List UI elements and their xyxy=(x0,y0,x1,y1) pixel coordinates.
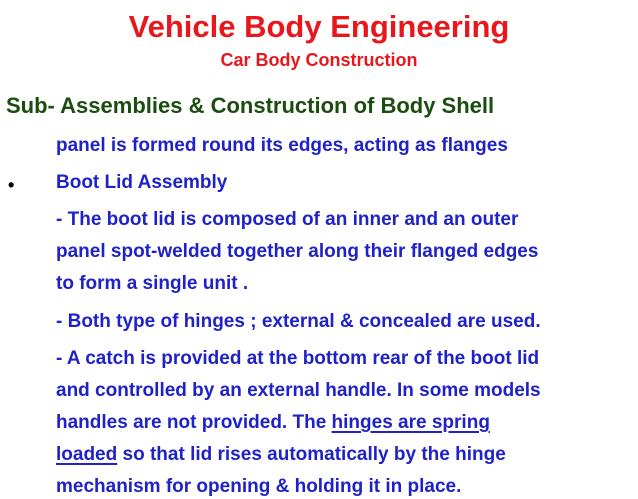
body-line-7: - A catch is provided at the bottom rear of the boot lid xyxy=(56,348,540,369)
body-line-5: to form a single unit . xyxy=(56,273,249,294)
bullet-item-boot-lid-assembly: Boot Lid Assembly xyxy=(56,172,228,193)
loaded-link[interactable]: loaded xyxy=(56,444,118,465)
body-line-10-text: so that lid rises automatically by the hinge xyxy=(117,444,506,465)
body-line-9-text: handles are not provided. The xyxy=(56,412,332,433)
body-line-11: mechanism for opening & holding it in place. xyxy=(56,476,462,497)
body-line-6: - Both type of hinges ; external & concealed are used. xyxy=(56,311,541,332)
slide-subtitle: Car Body Construction xyxy=(220,50,418,70)
body-line-1: panel is formed round its edges, acting as flanges xyxy=(56,135,508,156)
hinges-spring-link[interactable]: hinges are spring xyxy=(331,412,490,433)
body-line-8: and controlled by an external handle. In some models xyxy=(56,380,541,401)
bullet-icon: • xyxy=(8,175,15,195)
section-heading: Sub- Assemblies & Construction of Body Shell xyxy=(6,93,495,118)
body-line-3: - The boot lid is composed of an inner and an outer xyxy=(56,209,519,230)
slide-title: Vehicle Body Engineering xyxy=(128,9,510,44)
body-line-9 xyxy=(56,411,490,435)
body-line-4: panel spot-welded together along their flanged edges xyxy=(56,241,539,262)
body-line-10 xyxy=(56,443,506,467)
